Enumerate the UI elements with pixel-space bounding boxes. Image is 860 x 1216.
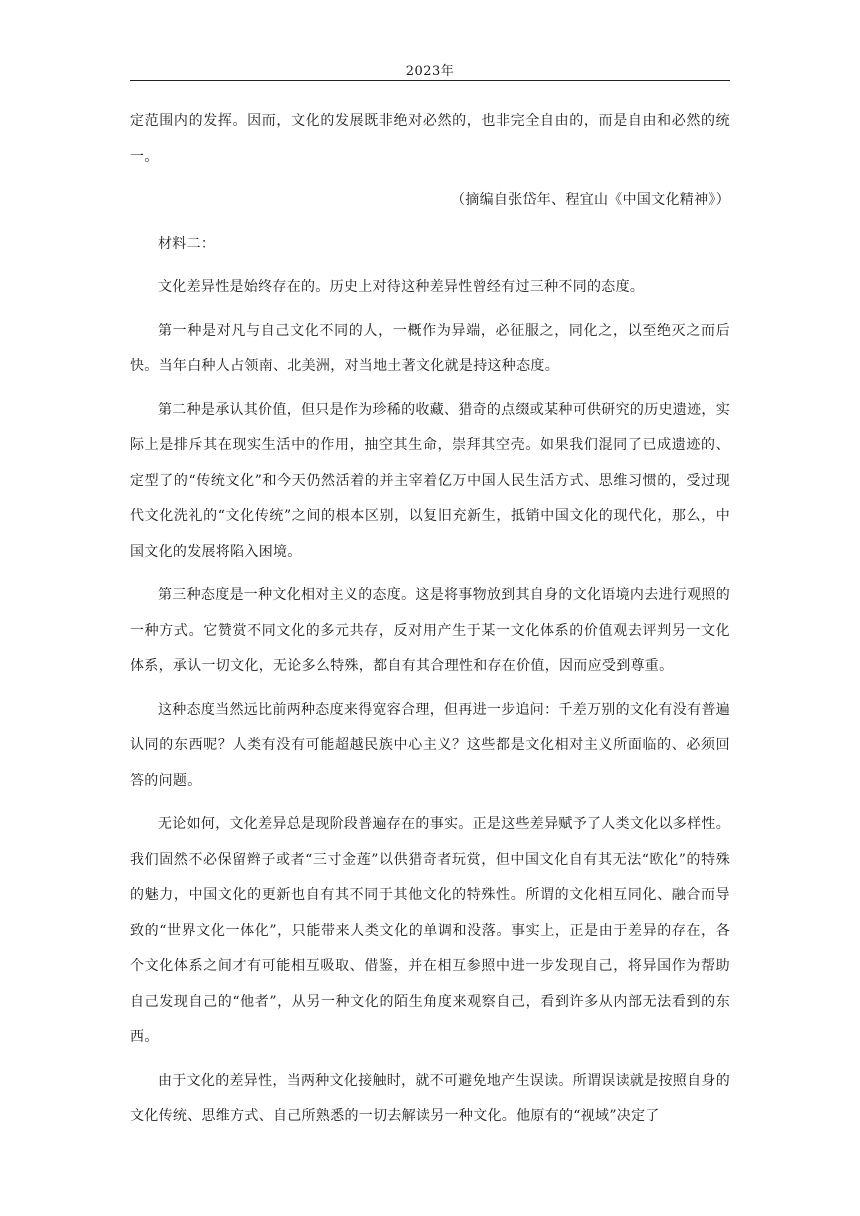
page-header: 2023年 bbox=[405, 64, 455, 79]
paragraph: 文化差异性是始终存在的。历史上对待这种差异性曾经有过三种不同的态度。 bbox=[158, 279, 645, 295]
paragraph-continued: 定范围内的发挥。因而，文化的发展既非绝对必然的，也非完全自由的，而是自由和必然的统一。 bbox=[130, 113, 730, 165]
material-label: 材料二： bbox=[158, 235, 216, 252]
header-divider bbox=[130, 80, 730, 81]
source-citation: （摘编自张岱年、程宜山《中国文化精神》） bbox=[451, 192, 730, 208]
paragraph: 第三种态度是一种文化相对主义的态度。这是将事物放到其自身的文化语境内去进行观照的一种方式。它赞赏不同文化的多元共存，反对用产生于某一文化体系的价值观去评判另一文化体系，承认一切文化，无论多么特殊，都自有其合理性和存在价值，因而应受到尊重。 bbox=[130, 587, 730, 674]
paragraph: 无论如何，文化差异总是现阶段普遍存在的事实。正是这些差异赋予了人类文化以多样性。我们固然不必保留辫子或者“三寸金莲”以供猎奇者玩赏，但中国文化自有其无法“欧化”的特殊的魅力，中国文化的更新也自有其不同于其他文化的特殊性。所谓的文化相互同化、融合而导致的“世界文化一体化”，只能带来人类文化的单调和没落。事实上，正是由于差异的存在，各个文化体系之间才有可能相互吸取、借鉴，并在相互参照中进一步发现自己，将异国作为帮助自己发现自己的“他者”，从另一种文化的陌生角度来观察自己，看到许多从内部无法看到的东西。 bbox=[130, 816, 730, 1045]
paragraph: 第二种是承认其价值，但只是作为珍稀的收藏、猎奇的点缀或某种可供研究的历史遗迹，实际上是排斥其在现实生活中的作用，抽空其生命，崇拜其空壳。如果我们混同了已成遗迹的、定型了的“传统文化”和今天仍然活着的并主宰着亿万中国人民生活方式、思维习惯的，受过现代文化洗礼的“文化传统”之间的根本区别，以复旧充新生，抵销中国文化的现代化，那么，中国文化的发展将陷入困境。 bbox=[130, 401, 730, 560]
article-body bbox=[130, 104, 730, 1135]
paragraph: 这种态度当然远比前两种态度来得宽容合理，但再进一步追问：千差万别的文化有没有普遍认同的东西呢？人类有没有可能超越民族中心主义？这些都是文化相对主义所面临的、必须回答的问题。 bbox=[130, 701, 730, 789]
paragraph: 第一种是对凡与自己文化不同的人，一概作为异端，必征服之，同化之，以至绝灭之而后快。当年白种人占领南、北美洲，对当地土著文化就是持这种态度。 bbox=[130, 322, 730, 374]
paragraph: 由于文化的差异性，当两种文化接触时，就不可避免地产生误读。所谓误读就是按照自身的文化传统、思维方式、自己所熟悉的一切去解读另一种文化。他原有的“视域”决定了 bbox=[130, 1072, 730, 1124]
